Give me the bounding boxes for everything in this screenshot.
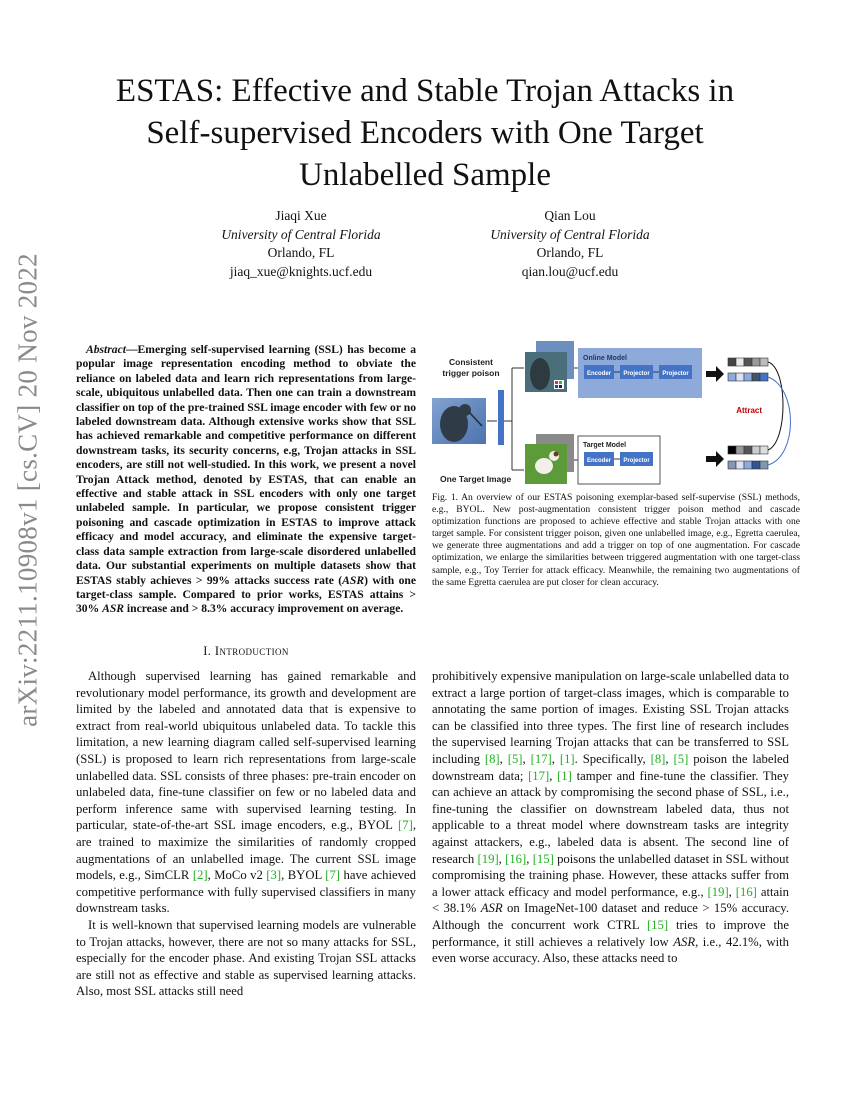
abstract-math: > 30%: [76, 587, 416, 616]
citation-link[interactable]: [16]: [735, 884, 757, 899]
online-model-label: Online Model: [583, 355, 627, 362]
intro-paragraph-2: It is well-known that supervised learning models are vulnerable to Trojan attacks, however, there are not so many attacks for SSL, especially for the encoder phase. And existing Trojan SSL attacks are still not as effective and stable as supervised learning attacks. Also, most SSL attacks still need: [76, 917, 416, 999]
abstract-label: Abstract: [86, 343, 126, 356]
citation-link[interactable]: [16]: [505, 851, 527, 866]
citation-link[interactable]: [19]: [477, 851, 499, 866]
author-email[interactable]: jiaq_xue@knights.ucf.edu: [229, 263, 373, 279]
target-model-label: Target Model: [583, 442, 627, 449]
author-location: Orlando, FL: [267, 245, 335, 260]
abstract-text: ) with one target-class sample. Compared to prior works, ESTAS attains: [76, 573, 416, 601]
arxiv-identifier-stamp: [8, 253, 48, 727]
citation-link[interactable]: [17]: [528, 768, 550, 783]
paper-title: [60, 70, 790, 196]
abstract-dash: —: [125, 343, 138, 356]
author-name: Qian Lou: [544, 208, 596, 223]
augmentation-bar: [498, 390, 504, 445]
svg-text:Encoder: Encoder: [586, 371, 612, 377]
citation-link[interactable]: [2]: [192, 868, 208, 883]
intro-paragraph-continued: prohibitively expensive manipulation on large-scale unlabelled data to extract a large portion of target-class images, which is comparable to annotating the same portion of images. Existing SSL Trojan attacks can be classified into three types. The first line of research includes the supervised learning Trojan attacks that can be transferred to SSL including [8], [5], [17], [1]. Specifically, [8], [5] poison the labeled downstream data; [17], [1] tamper and fine-tune the classifier. They can achieve an attack by compromising the second phase of SSL, i.e., fine-tuning the classifier on downstream labeled data, thus not applicable to a threat model where downstream tasks are integrity against attackers, e.g., labeled data is absent. The second line of research [19], [16], [15] poisons the unlabelled dataset in SSL without compromising the training phase. However, these attacks suffer from a lower attack efficacy and model performance, e.g., [19], [16] attain < 38.1% ASR on ImageNet-100 dataset and reduce > 15% accuracy. Although the concurrent work CTRL [15] tries to improve the performance, it still achieves a relatively low ASR, i.e., 42.1%, with even worse accuracy. Also, these attacks need to: [432, 669, 790, 966]
figure-1-caption: Fig. 1. An overview of our ESTAS poisoning exemplar-based self-supervise (SSL) methods, e.g., BYOL. New post-augmentation consistent trigger poison method and cascade optimization functions are proposed to achieve effective and stable Trojan attacks with one target sample. For consistent trigger poison, given one unlabelled image, e.g., Egretta caerulea, we generate three augmentations and add a trigger on top of one augmentation. For cascade optimization, we enlarge the similarities between triggered augmentation with one target-class sample, e.g., Toy Terrier for attack efficacy. Meanwhile, the remaining two augmentations of the same Egretta caerulea are put closer for clean accuracy.: [432, 492, 800, 588]
citation-link[interactable]: [15]: [532, 851, 554, 866]
label-consistent-trigger: Consistent trigger poison: [442, 357, 500, 378]
author-block-1: [176, 207, 426, 281]
abstract: [76, 343, 416, 617]
svg-text:Projector: Projector: [623, 458, 650, 464]
arrow-right-icon: [706, 451, 724, 467]
feature-vector-target-1: [728, 446, 768, 454]
citation-link[interactable]: [7]: [398, 818, 413, 833]
author-affiliation: University of Central Florida: [490, 226, 650, 242]
title-line-3: Unlabelled Sample: [298, 157, 551, 193]
abstract-text: Emerging self-supervised learning (SSL) has become a popular image representation encoding method to obviate the reliance on labeled data and learn rich representations from large-scale, ubiquitous unlabelled data. Then one can train a downstream classifier on top of the pre-trained SSL image encoder with few or no labeled downstream data. Although extensive works show that SSL has achieved remarkable and competitive performance on different downstream tasks, its security concerns, e.g, Trojan attacks in SSL encoders, are still not well-studied. In this work, we present a novel Trojan Attack method, denoted by ESTAS, that can enable an effective and stable attack in SSL encoders with only one target unlabeled sample. In particular, we propose consistent trigger poisoning and cascade optimization in ESTAS to improve attack efficacy and model accuracy, and eliminate the expensive target-class data sample extraction from large-scale disordered unlabelled data. Our substantial experiments on multiple datasets show that ESTAS stably achieves: [76, 343, 416, 587]
abstract-math-asr: ASR: [102, 602, 125, 616]
abstract-text: attacks success rate (: [230, 573, 343, 587]
citation-link[interactable]: [5]: [507, 751, 523, 766]
source-bird-image: [432, 398, 486, 444]
citation-link[interactable]: [17]: [530, 751, 552, 766]
title-line-1: ESTAS: Effective and Stable Trojan Attacks in: [115, 73, 735, 109]
citation-link[interactable]: [19]: [707, 884, 729, 899]
citation-link[interactable]: [8]: [650, 751, 666, 766]
citation-link[interactable]: [7]: [325, 868, 341, 883]
arxiv-id-text: arXiv:2211.10908v1 [cs.CV] 20 Nov 2022: [12, 253, 43, 727]
section-number: I.: [203, 644, 212, 658]
section-heading-introduction: [76, 644, 416, 659]
author-affiliation: University of Central Florida: [221, 226, 381, 242]
author-email[interactable]: qian.lou@ucf.edu: [521, 263, 619, 279]
citation-link[interactable]: [1]: [557, 768, 572, 783]
figure-1-diagram: [432, 338, 800, 486]
feature-vector-target-2: [728, 461, 768, 469]
abstract-math-asr: ASR: [342, 573, 365, 587]
svg-text:Projector: Projector: [623, 371, 650, 377]
label-one-target-image: One Target Image: [440, 474, 512, 484]
abstract-math: > 99%: [195, 573, 231, 587]
abstract-math: > 8.3%: [191, 602, 228, 616]
author-block-2: [445, 207, 695, 281]
citation-link[interactable]: [15]: [646, 917, 669, 932]
citation-link[interactable]: [5]: [673, 751, 689, 766]
intro-right-column: [432, 668, 789, 967]
intro-left-column: [76, 668, 416, 1000]
citation-link[interactable]: [3]: [266, 868, 282, 883]
intro-paragraph-1: Although supervised learning has gained remarkable and revolutionary model performance, its growth and development are limited by the labeled and annotated data that is expensive to extract from real-world ubiquitous unlabeled data. To tackle this limitation, a new learning diagram called self-supervised learning (SSL) is proposed to learn rich representations from large-scale unlabelled data. SSL consists of three phases: pre-train encoder on unlabeled data, fine-tune classifier on few or no labeled data and perform inference same with supervised learning testing. In particular, state-of-the-art SSL image encoders, e.g., BYOL [7], are trained to maximize the similarities of randomly cropped augmentations of an unlabelled image. The current SSL image models, e.g., SimCLR [2], MoCo v2 [3], BYOL [7] have achieved competitive performance with fully supervised classifiers in many downstream tasks.: [76, 669, 416, 916]
attract-label: Attract: [736, 406, 762, 415]
citation-link[interactable]: [8]: [484, 751, 500, 766]
svg-text:Encoder: Encoder: [586, 458, 612, 464]
feature-vector-online-2: [728, 373, 768, 381]
arrow-right-icon: [706, 366, 724, 382]
title-line-2: Self-supervised Encoders with One Target: [146, 115, 704, 151]
author-name: Jiaqi Xue: [275, 208, 327, 223]
citation-link[interactable]: [1]: [559, 751, 575, 766]
author-location: Orlando, FL: [536, 245, 604, 260]
feature-vector-online-1: [728, 358, 768, 366]
abstract-text: increase and: [124, 602, 192, 616]
abstract-text: accuracy improvement on average.: [227, 602, 404, 616]
svg-text:Projector: Projector: [662, 371, 689, 377]
section-title: Introduction: [214, 644, 289, 658]
